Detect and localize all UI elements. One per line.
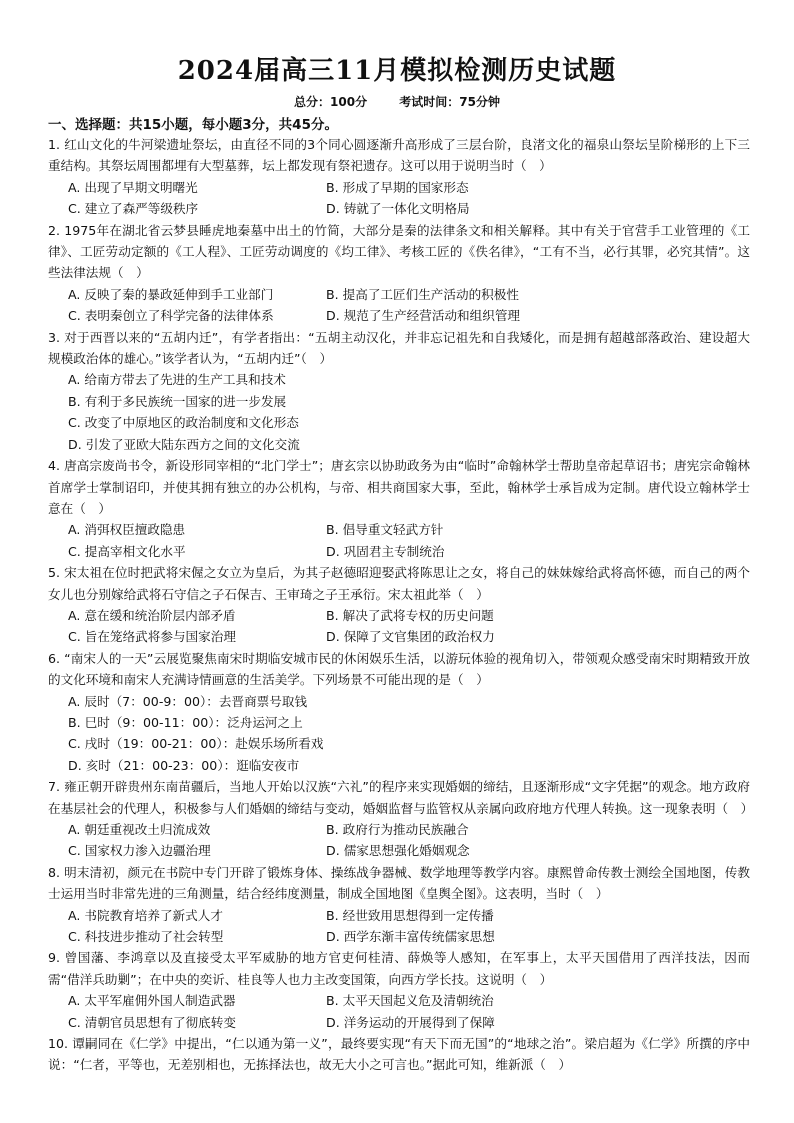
question-stem: 9. 曾国藩、李鸿章以及直接受太平军威胁的地方官吏何桂清、薛焕等人感知，在军事上，太平天国借用了西洋技法，因而需“借洋兵助剿”；在中央的奕䜣、桂良等人也力主改变国策，向西方学长技。这说明（ ） (48, 950, 750, 987)
option-b[interactable]: B. 形成了早期的国家形态 (326, 179, 469, 195)
exam-time: 考试时间：75分钟 (399, 95, 500, 109)
option-b[interactable]: B. 提高了工匠们生产活动的积极性 (326, 286, 519, 302)
option-d[interactable]: D. 引发了亚欧大陆东西方之间的文化交流 (68, 436, 300, 452)
question-list (48, 134, 754, 1076)
option-a[interactable]: A. 朝廷重视改土归流成效 (68, 822, 211, 837)
question-stem: 4. 唐高宗废尚书令，新设形同宰相的“北门学士”；唐玄宗以协助政务为由“临时”命翰林学士帮助皇帝起草诏书；唐宪宗命翰林首席学士掌制诏印，并使其拥有独立的办公机构，与帝、相共商国家大事，至此，翰林学士承旨成为定制。唐代设立翰林学士意在（ ） (48, 458, 750, 516)
option-c[interactable]: C. 改变了中原地区的政治制度和文化形态 (68, 415, 299, 431)
option-b[interactable]: B. 倡导重文轻武方针 (326, 522, 444, 538)
question-options (48, 369, 750, 455)
question-stem: 8. 明末清初，颜元在书院中专门开辟了锻炼身体、操练战争器械、数学地理等教学内容。康熙曾命传教士测绘全国地图，传教士运用当时非常先进的三角测量，结合经纬度测量，制成全国地图《皇舆全图》。这表明，当时（ ） (48, 864, 750, 902)
question-9 (48, 947, 750, 1033)
question-1 (48, 134, 750, 220)
question-options (48, 519, 750, 562)
option-c[interactable]: C. 戌时（19：00-21：00）：赴娱乐场所看戏 (68, 736, 324, 752)
section-heading: 一、选择题：共15小题，每小题3分，共45分。 (48, 117, 338, 133)
question-options (48, 905, 750, 948)
question-options (48, 691, 750, 777)
question-stem: 3. 对于西晋以来的“五胡内迁”，有学者指出：“五胡主动汉化，并非忘记祖先和自我矮化，而是拥有超越部落政治、建设超大规模政治体的雄心。”该学者认为，“五胡内迁”（ ） (48, 329, 750, 367)
question-stem: 7. 雍正朝开辟贵州东南苗疆后，当地人开始以汉族“六礼”的程序来实现婚姻的缔结，且逐渐形成“文字凭据”的观念。地方政府在基层社会的代理人，积极参与人们婚姻的缔结与变动，婚姻监督与监管权从亲属向政府地方代理人转换。这一现象表明（ ） (48, 779, 754, 816)
question-4 (48, 455, 750, 562)
option-a[interactable]: A. 给南方带去了先进的生产工具和技术 (68, 372, 286, 388)
question-options (48, 819, 750, 862)
option-b[interactable]: B. 有利于多民族统一国家的进一步发展 (68, 393, 287, 409)
option-d[interactable]: D. 儒家思想强化婚姻观念 (326, 843, 470, 859)
question-10 (48, 1033, 750, 1076)
option-d[interactable]: D. 洋务运动的开展得到了保障 (326, 1014, 495, 1030)
option-a[interactable]: A. 意在缓和统治阶层内部矛盾 (68, 607, 236, 623)
option-b[interactable]: B. 太平天国起义危及清朝统治 (326, 993, 494, 1009)
option-a[interactable]: A. 反映了秦的暴政延伸到手工业部门 (68, 286, 274, 302)
question-options (48, 284, 750, 327)
question-8 (48, 862, 750, 948)
option-a[interactable]: A. 书院教育培养了新式人才 (68, 907, 223, 923)
page-title: 2024届高三11月模拟检测历史试题 (177, 56, 617, 86)
option-c[interactable]: C. 提高宰相文化水平 (68, 543, 186, 559)
option-b[interactable]: B. 巳时（9：00-11：00）：泛舟运河之上 (68, 714, 303, 730)
option-a[interactable]: A. 出现了早期文明曙光 (68, 179, 198, 195)
option-c[interactable]: C. 表明秦创立了科学完备的法律体系 (68, 308, 274, 324)
question-options (48, 990, 750, 1033)
option-d[interactable]: D. 铸就了一体化文明格局 (326, 201, 470, 217)
option-c[interactable]: C. 国家权力渗入边疆治理 (68, 843, 211, 859)
question-stem: 2. 1975年在湖北省云梦县睡虎地秦墓中出土的竹简，大部分是秦的法律条文和相关解释。其中有关于官营手工业管理的《工律》、工匠劳动定额的《工人程》、工匠劳动调度的《均工律》、考核工匠的《佚名律》，“工有不当，必行其罪，必究其情”。这些法律法规（ ） (48, 222, 750, 281)
total-score: 总分：100分 (294, 95, 368, 109)
option-b[interactable]: B. 经世致用思想得到一定传播 (326, 907, 494, 923)
option-d[interactable]: D. 亥时（21：00-23：00）：逛临安夜市 (68, 757, 300, 773)
question-options (48, 177, 750, 220)
option-c[interactable]: C. 建立了森严等级秩序 (68, 201, 199, 217)
question-stem: 10. 谭嗣同在《仁学》中提出，“仁以通为第一义”，最终要实现“有天下而无国”的“地球之治”。梁启超为《仁学》所撰的序中说：“仁者，平等也，无差别相也，无拣择法也，故无大小之可言也。”据此可知，维新派（ ） (48, 1036, 750, 1073)
option-a[interactable]: A. 太平军雇佣外国人制造武器 (68, 993, 236, 1009)
option-c[interactable]: C. 旨在笼络武将参与国家治理 (68, 629, 236, 645)
question-stem: 1. 红山文化的牛河梁遗址祭坛，由直径不同的3个同心圆逐渐升高形成了三层台阶，良渚文化的福泉山祭坛呈阶梯形的上下三重结构。其祭坛周围都埋有大型墓葬，坛上都发现有祭祀遗存。这可以用于说明当时（ ） (48, 137, 750, 174)
question-3 (48, 327, 750, 455)
option-d[interactable]: D. 巩固君主专制统治 (326, 543, 445, 559)
question-6 (48, 648, 750, 776)
question-stem: 6. “南宋人的一天”云展览聚焦南宋时期临安城市民的休闲娱乐生活，以游玩体验的视角切入，带领观众感受南宋时期精致开放的文化环境和南宋人充满诗情画意的生活美学。下列场景不可能出现的是（ ） (48, 650, 750, 688)
option-d[interactable]: D. 西学东渐丰富传统儒家思想 (326, 929, 495, 945)
option-b[interactable]: B. 政府行为推动民族融合 (326, 822, 469, 837)
option-a[interactable]: A. 消弭权臣擅政隐患 (68, 522, 186, 538)
option-c[interactable]: C. 科技进步推动了社会转型 (68, 929, 224, 945)
question-5 (48, 562, 750, 648)
option-b[interactable]: B. 解决了武将专权的历史问题 (326, 607, 494, 623)
question-options (48, 605, 750, 648)
option-a[interactable]: A. 辰时（7：00-9：00）：去晋商票号取钱 (68, 693, 308, 709)
question-7 (48, 776, 754, 862)
option-c[interactable]: C. 清朝官员思想有了彻底转变 (68, 1014, 236, 1030)
option-d[interactable]: D. 保障了文官集团的政治权力 (326, 629, 495, 645)
question-2 (48, 220, 750, 327)
exam-meta (0, 93, 794, 110)
question-stem: 5. 宋太祖在位时把武将宋偓之女立为皇后，为其子赵德昭迎娶武将陈思让之女，将自己的妹妹嫁给武将高怀德，而自己的两个女儿也分别嫁给武将石守信之子石保吉、王审琦之子王承衍。宋太祖此举（ ） (48, 565, 750, 602)
option-d[interactable]: D. 规范了生产经营活动和组织管理 (326, 308, 521, 324)
